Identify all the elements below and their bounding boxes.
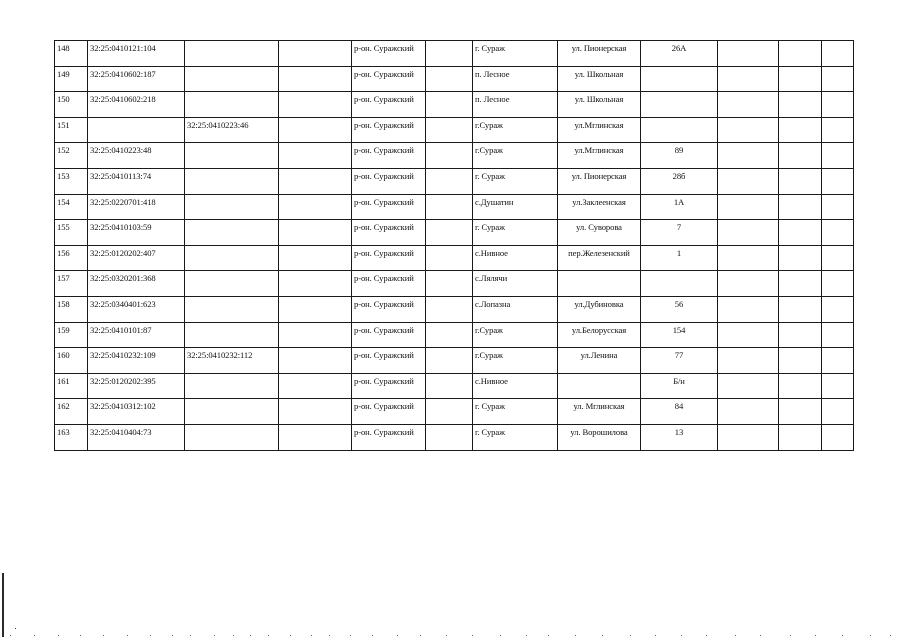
street-cell: ул.Заклеенская [558, 194, 641, 220]
empty-cell [426, 92, 473, 118]
linked-cadastral-cell [185, 41, 279, 67]
empty-cell [426, 41, 473, 67]
locality-cell: с.Нивное [473, 373, 558, 399]
cadastral-number-cell: 32:25:0320201:368 [88, 271, 185, 297]
district-cell: р-он. Суражский [352, 348, 426, 374]
house-number-cell: 84 [641, 399, 718, 425]
empty-cell [822, 322, 854, 348]
district-cell: р-он. Суражский [352, 373, 426, 399]
cadastral-number-cell: 32:25:0410121:104 [88, 41, 185, 67]
empty-cell [279, 41, 352, 67]
house-number-cell: 1А [641, 194, 718, 220]
empty-cell [822, 296, 854, 322]
row-number-cell: 163 [55, 424, 88, 450]
empty-cell [718, 117, 779, 143]
street-cell: ул. Мглинская [558, 399, 641, 425]
locality-cell: г.Сураж [473, 322, 558, 348]
empty-cell [718, 424, 779, 450]
empty-cell [779, 143, 822, 169]
locality-cell: г. Сураж [473, 220, 558, 246]
house-number-cell [641, 66, 718, 92]
locality-cell: г.Сураж [473, 143, 558, 169]
scan-speck [329, 635, 330, 636]
scan-speck [575, 635, 576, 636]
empty-cell [779, 194, 822, 220]
locality-cell: г. Сураж [473, 168, 558, 194]
district-cell: р-он. Суражский [352, 271, 426, 297]
scan-speck [103, 635, 104, 636]
district-cell: р-он. Суражский [352, 117, 426, 143]
row-number-cell: 158 [55, 296, 88, 322]
table-row [55, 271, 854, 297]
empty-cell [718, 92, 779, 118]
scan-speck [655, 635, 656, 636]
empty-cell [718, 271, 779, 297]
empty-cell [279, 92, 352, 118]
linked-cadastral-cell [185, 168, 279, 194]
scan-speck [500, 635, 501, 636]
scan-speck [172, 635, 173, 636]
empty-cell [822, 168, 854, 194]
house-number-cell: 26А [641, 41, 718, 67]
district-cell: р-он. Суражский [352, 322, 426, 348]
linked-cadastral-cell: 32:25:0410232:112 [185, 348, 279, 374]
table-row [55, 296, 854, 322]
scan-edge-mark [2, 573, 4, 637]
empty-cell [718, 194, 779, 220]
scan-speck [706, 635, 707, 636]
linked-cadastral-cell [185, 373, 279, 399]
table-row [55, 168, 854, 194]
locality-cell: с.Душатин [473, 194, 558, 220]
house-number-cell [641, 271, 718, 297]
empty-cell [426, 322, 473, 348]
empty-cell [279, 322, 352, 348]
row-number-cell: 159 [55, 322, 88, 348]
empty-cell [279, 373, 352, 399]
district-cell: р-он. Суражский [352, 399, 426, 425]
linked-cadastral-cell [185, 245, 279, 271]
locality-cell: г.Сураж [473, 348, 558, 374]
scan-speck [350, 635, 351, 636]
empty-cell [426, 194, 473, 220]
empty-cell [426, 168, 473, 194]
table-row [55, 194, 854, 220]
linked-cadastral-cell [185, 220, 279, 246]
scan-speck [870, 635, 871, 636]
house-number-cell: 89 [641, 143, 718, 169]
street-cell: ул. Пионерская [558, 168, 641, 194]
district-cell: р-он. Суражский [352, 41, 426, 67]
empty-cell [426, 271, 473, 297]
empty-cell [279, 66, 352, 92]
empty-cell [779, 424, 822, 450]
table-row [55, 399, 854, 425]
cadastral-number-cell: 32:25:0220701:418 [88, 194, 185, 220]
empty-cell [822, 143, 854, 169]
scan-speck [58, 635, 59, 636]
district-cell: р-он. Суражский [352, 245, 426, 271]
locality-cell: г. Сураж [473, 399, 558, 425]
empty-cell [779, 245, 822, 271]
empty-cell [279, 271, 352, 297]
cadastral-number-cell: 32:25:0410602:218 [88, 92, 185, 118]
street-cell [558, 373, 641, 399]
empty-cell [718, 66, 779, 92]
table-body [55, 41, 854, 451]
row-number-cell: 154 [55, 194, 88, 220]
empty-cell [779, 348, 822, 374]
cadastral-number-cell: 32:25:0410103:59 [88, 220, 185, 246]
table-row [55, 220, 854, 246]
house-number-cell: 154 [641, 322, 718, 348]
cadastral-number-cell: 32:25:0410312:102 [88, 399, 185, 425]
locality-cell: с.Лопазна [473, 296, 558, 322]
empty-cell [822, 271, 854, 297]
scan-speck [735, 635, 736, 636]
empty-cell [279, 245, 352, 271]
street-cell: ул.Белорусская [558, 322, 641, 348]
linked-cadastral-cell [185, 271, 279, 297]
empty-cell [779, 271, 822, 297]
locality-cell: п. Лесное [473, 92, 558, 118]
linked-cadastral-cell [185, 424, 279, 450]
empty-cell [718, 373, 779, 399]
house-number-cell: 77 [641, 348, 718, 374]
scan-noise-strip [0, 632, 905, 640]
scan-speck [80, 635, 81, 636]
empty-cell [426, 296, 473, 322]
empty-cell [779, 296, 822, 322]
house-number-cell: 7 [641, 220, 718, 246]
locality-cell: с.Лялячи [473, 271, 558, 297]
empty-cell [718, 296, 779, 322]
scan-speck [233, 635, 234, 636]
house-number-cell [641, 92, 718, 118]
scan-speck [250, 635, 251, 636]
empty-cell [426, 66, 473, 92]
empty-cell [279, 348, 352, 374]
empty-cell [779, 92, 822, 118]
empty-cell [718, 41, 779, 67]
scan-speck [602, 635, 603, 636]
street-cell: ул. Ворошилова [558, 424, 641, 450]
empty-cell [279, 424, 352, 450]
table-row [55, 245, 854, 271]
empty-cell [822, 41, 854, 67]
house-number-cell: Б/н [641, 373, 718, 399]
district-cell: р-он. Суражский [352, 143, 426, 169]
table-row [55, 117, 854, 143]
scan-speck [150, 635, 151, 636]
scan-speck [397, 635, 398, 636]
empty-cell [779, 168, 822, 194]
cadastral-number-cell: 32:25:0410223:48 [88, 143, 185, 169]
empty-cell [426, 143, 473, 169]
scan-speck [842, 635, 843, 636]
empty-cell [822, 424, 854, 450]
scan-speck [790, 635, 791, 636]
house-number-cell: 56 [641, 296, 718, 322]
empty-cell [426, 348, 473, 374]
cadastral-number-cell: 32:25:0410404:73 [88, 424, 185, 450]
linked-cadastral-cell [185, 296, 279, 322]
empty-cell [279, 194, 352, 220]
row-number-cell: 157 [55, 271, 88, 297]
empty-cell [822, 92, 854, 118]
row-number-cell: 155 [55, 220, 88, 246]
locality-cell: г.Сураж [473, 117, 558, 143]
scan-speck [420, 635, 421, 636]
scan-speck [446, 635, 447, 636]
table-row [55, 424, 854, 450]
linked-cadastral-cell [185, 322, 279, 348]
district-cell: р-он. Суражский [352, 194, 426, 220]
empty-cell [718, 245, 779, 271]
street-cell: ул. Школьная [558, 66, 641, 92]
empty-cell [279, 168, 352, 194]
empty-cell [822, 348, 854, 374]
row-number-cell: 149 [55, 66, 88, 92]
empty-cell [822, 373, 854, 399]
empty-cell [822, 117, 854, 143]
district-cell: р-он. Суражский [352, 296, 426, 322]
house-number-cell: 28б [641, 168, 718, 194]
row-number-cell: 161 [55, 373, 88, 399]
empty-cell [426, 117, 473, 143]
street-cell: ул.Мглинская [558, 117, 641, 143]
locality-cell: г. Сураж [473, 424, 558, 450]
cadastral-number-cell [88, 117, 185, 143]
scan-speck [890, 635, 891, 636]
empty-cell [279, 143, 352, 169]
scan-speck [630, 635, 631, 636]
linked-cadastral-cell [185, 92, 279, 118]
row-number-cell: 156 [55, 245, 88, 271]
empty-cell [426, 373, 473, 399]
row-number-cell: 162 [55, 399, 88, 425]
empty-cell [779, 117, 822, 143]
street-cell: ул. Суворова [558, 220, 641, 246]
empty-cell [718, 168, 779, 194]
empty-cell [822, 245, 854, 271]
empty-cell [718, 143, 779, 169]
empty-cell [822, 66, 854, 92]
cadastral-number-cell: 32:25:0120202:395 [88, 373, 185, 399]
empty-cell [822, 399, 854, 425]
cadastral-number-cell: 32:25:0340401:623 [88, 296, 185, 322]
district-cell: р-он. Суражский [352, 220, 426, 246]
house-number-cell [641, 117, 718, 143]
empty-cell [718, 348, 779, 374]
district-cell: р-он. Суражский [352, 424, 426, 450]
cadastral-number-cell: 32:25:0410101:87 [88, 322, 185, 348]
table-row [55, 348, 854, 374]
empty-cell [718, 322, 779, 348]
house-number-cell: 1 [641, 245, 718, 271]
empty-cell [779, 220, 822, 246]
empty-cell [279, 117, 352, 143]
row-number-cell: 153 [55, 168, 88, 194]
scan-speck [268, 635, 269, 636]
empty-cell [426, 399, 473, 425]
row-number-cell: 152 [55, 143, 88, 169]
district-cell: р-он. Суражский [352, 92, 426, 118]
street-cell: ул. Пионерская [558, 41, 641, 67]
linked-cadastral-cell [185, 66, 279, 92]
linked-cadastral-cell [185, 399, 279, 425]
scan-speck [10, 635, 11, 636]
empty-cell [279, 399, 352, 425]
scan-speck [548, 635, 549, 636]
scan-speck [127, 635, 128, 636]
empty-cell [279, 296, 352, 322]
empty-cell [779, 399, 822, 425]
table-row [55, 92, 854, 118]
locality-cell: с.Нивное [473, 245, 558, 271]
empty-cell [779, 373, 822, 399]
table-row [55, 322, 854, 348]
empty-cell [426, 424, 473, 450]
cadastral-number-cell: 32:25:0410113:74 [88, 168, 185, 194]
empty-cell [822, 220, 854, 246]
empty-cell [718, 220, 779, 246]
cadastral-number-cell: 32:25:0410602:187 [88, 66, 185, 92]
street-cell: ул.Мглинская [558, 143, 641, 169]
street-cell: ул.Дубиновка [558, 296, 641, 322]
scan-speck [214, 635, 215, 636]
table-row [55, 66, 854, 92]
scan-speck [815, 635, 816, 636]
scan-speck [190, 635, 191, 636]
street-cell: ул.Ленина [558, 348, 641, 374]
property-registry-table [54, 40, 854, 451]
house-number-cell: 13 [641, 424, 718, 450]
street-cell: пер.Железенский [558, 245, 641, 271]
empty-cell [779, 322, 822, 348]
scan-dot-left [15, 628, 16, 629]
scan-speck [311, 635, 312, 636]
district-cell: р-он. Суражский [352, 168, 426, 194]
district-cell: р-он. Суражский [352, 66, 426, 92]
street-cell [558, 271, 641, 297]
linked-cadastral-cell [185, 143, 279, 169]
row-number-cell: 150 [55, 92, 88, 118]
locality-cell: п. Лесное [473, 66, 558, 92]
empty-cell [426, 220, 473, 246]
scan-speck [760, 635, 761, 636]
scan-speck [290, 635, 291, 636]
scan-speck [472, 635, 473, 636]
empty-cell [718, 399, 779, 425]
row-number-cell: 148 [55, 41, 88, 67]
table-row [55, 41, 854, 67]
row-number-cell: 160 [55, 348, 88, 374]
cadastral-number-cell: 32:25:0410232:109 [88, 348, 185, 374]
scan-speck [34, 635, 35, 636]
empty-cell [279, 220, 352, 246]
empty-cell [779, 66, 822, 92]
table-row [55, 143, 854, 169]
scan-speck [372, 635, 373, 636]
scan-speck [526, 635, 527, 636]
cadastral-number-cell: 32:25:0120202:407 [88, 245, 185, 271]
empty-cell [779, 41, 822, 67]
scan-speck [681, 635, 682, 636]
row-number-cell: 151 [55, 117, 88, 143]
street-cell: ул. Школьная [558, 92, 641, 118]
locality-cell: г. Сураж [473, 41, 558, 67]
empty-cell [822, 194, 854, 220]
linked-cadastral-cell [185, 194, 279, 220]
linked-cadastral-cell: 32:25:0410223:46 [185, 117, 279, 143]
empty-cell [426, 245, 473, 271]
table-row [55, 373, 854, 399]
